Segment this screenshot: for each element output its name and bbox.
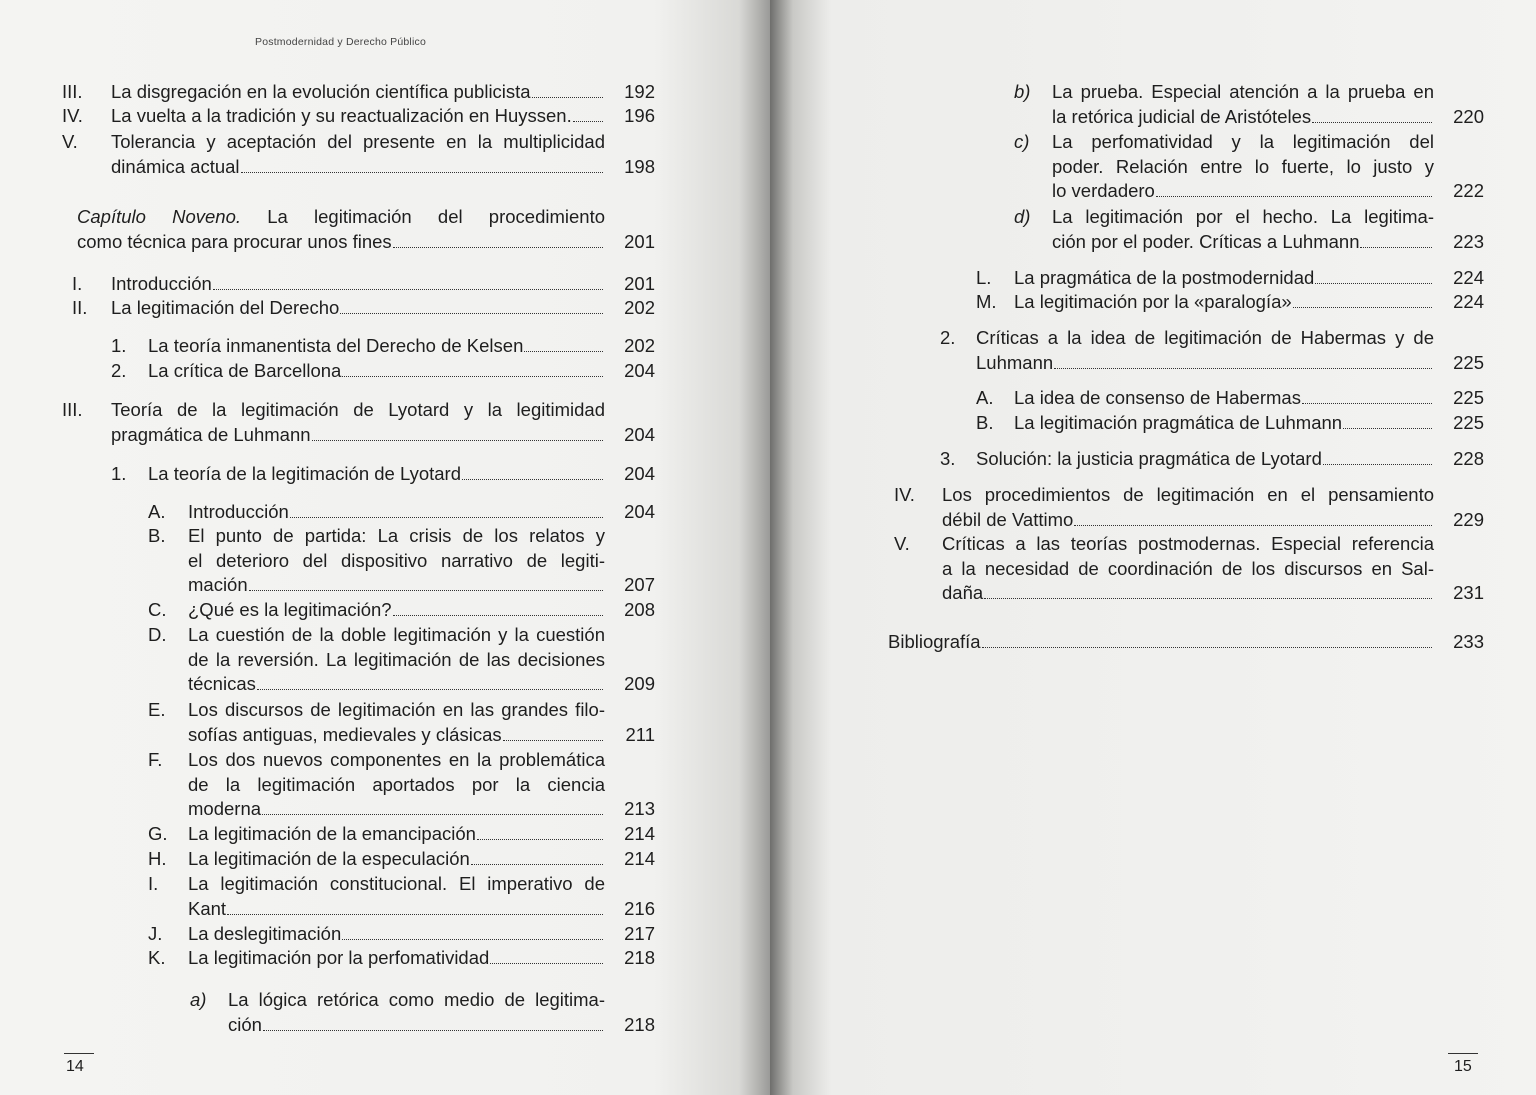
dot-leader (1302, 403, 1432, 404)
toc-entry-text: La legitimación constitucional. El imperativo de (188, 873, 605, 894)
dot-leader (340, 313, 603, 314)
toc-entry-title (1014, 411, 1434, 435)
toc-entry-text: Teoría de la legitimación de Lyotard y la legitimidad (111, 399, 605, 420)
toc-page-number: 229 (1453, 508, 1484, 530)
folio-rule (64, 1053, 94, 1054)
toc-entry-title (888, 630, 1434, 654)
toc-page-number: 220 (1453, 105, 1484, 127)
toc-page-number: 202 (624, 297, 655, 318)
toc-entry-title (1014, 290, 1434, 314)
toc-page-number: 217 (624, 923, 655, 944)
toc-page-number: 224 (1453, 267, 1484, 288)
toc-entry-number: F. (148, 749, 163, 770)
dot-leader (1343, 428, 1432, 429)
toc-entry-title (1052, 230, 1434, 254)
dot-leader (1360, 247, 1432, 248)
toc-entry-title (111, 272, 605, 296)
toc-entry-title (77, 230, 605, 254)
dot-leader (227, 914, 603, 915)
toc-entry-number: G. (148, 823, 168, 844)
toc-entry-number: L. (976, 267, 992, 288)
dot-leader (1054, 368, 1432, 369)
toc-entry-text: poder. Relación entre lo fuerte, lo justo y (1052, 155, 1434, 177)
toc-entry-title (228, 1013, 605, 1037)
toc-entry-number: B. (148, 525, 166, 546)
toc-entry-text: como técnica para procurar unos fines (77, 230, 392, 252)
toc-page-number: 222 (1453, 180, 1484, 202)
toc-entry-text: La legitimación por el hecho. La legitima- (1052, 206, 1434, 227)
toc-page-number: 208 (624, 599, 655, 620)
toc-entry-number: J. (148, 923, 163, 944)
toc-entry-text: La crítica de Barcellona (148, 360, 342, 381)
toc-entry-text: Los dos nuevos componentes en la problemática (188, 749, 605, 770)
toc-page-number: 214 (624, 823, 655, 844)
toc-entry-title (976, 351, 1434, 375)
toc-page-number: 201 (624, 230, 655, 252)
toc-entry-title (188, 723, 605, 747)
toc-entry-text: Luhmann (976, 351, 1054, 373)
toc-entry-text: Capítulo Noveno. La legitimación del procedimiento (77, 206, 606, 227)
toc-entry-number: 2. (940, 327, 956, 348)
toc-entry-text: La lógica retórica como medio de legitima- (228, 989, 605, 1010)
toc-entry-text: débil de Vattimo (942, 508, 1074, 530)
toc-page-number: 211 (625, 723, 655, 745)
toc-entry-text: Solución: la justicia pragmática de Lyotard (976, 448, 1322, 469)
toc-entry-number: C. (148, 599, 167, 620)
toc-page-number: 204 (624, 423, 655, 445)
dot-leader (462, 479, 603, 480)
toc-entry-text: La cuestión de la doble legitimación y la cuestión (188, 624, 605, 645)
dot-leader (1323, 464, 1432, 465)
toc-entry-text: técnicas (188, 673, 256, 695)
toc-entry-text: La teoría de la legitimación de Lyotard (148, 463, 461, 484)
toc-entry-text: Los procedimientos de legitimación en el pensamiento (942, 484, 1434, 505)
toc-entry-title (1014, 386, 1434, 410)
toc-entry-title (1052, 105, 1434, 129)
toc-page-number: 213 (624, 798, 655, 820)
toc-entry-text: daña (942, 582, 984, 604)
toc-page-number: 225 (1453, 387, 1484, 408)
toc-page-number: 202 (624, 335, 655, 356)
dot-leader (1312, 122, 1432, 123)
toc-page-number: 204 (624, 501, 655, 522)
toc-entry-text: Bibliografía (888, 631, 981, 652)
toc-entry-text: ción por el poder. Críticas a Luhmann (1052, 230, 1360, 252)
toc-entry-title (188, 946, 605, 970)
dot-leader (393, 247, 603, 248)
page-number: 14 (66, 1058, 84, 1075)
toc-page-number: 192 (624, 81, 655, 102)
toc-entry-text: de la legitimación aportados por la ciencia (188, 773, 605, 795)
toc-entry-number: K. (148, 947, 166, 968)
toc-entry-title (1014, 266, 1434, 290)
dot-leader (290, 517, 603, 518)
toc-page-number: 209 (624, 673, 655, 695)
toc-entry-title (188, 847, 605, 871)
toc-page-number: 201 (624, 273, 655, 294)
toc-entry-number: 1. (111, 335, 127, 356)
dot-leader (342, 376, 603, 377)
dot-leader (393, 615, 603, 616)
toc-entry-number: 1. (111, 463, 127, 484)
dot-leader (263, 1030, 603, 1031)
toc-entry-text: a la necesidad de coordinación de los discursos en Sal- (942, 557, 1434, 579)
toc-entry-text: La teoría inmanentista del Derecho de Kelsen (148, 335, 524, 356)
dot-leader (503, 740, 603, 741)
toc-entry-number: B. (976, 412, 994, 433)
toc-page-number: 218 (624, 1013, 655, 1035)
toc-entry-number: D. (148, 624, 167, 645)
toc-entry-text: La perfomatividad y la legitimación del (1052, 131, 1434, 152)
toc-entry-text: dinámica actual (111, 155, 240, 177)
toc-entry-number: 3. (940, 448, 956, 469)
toc-entry-number: A. (976, 387, 994, 408)
toc-entry-text: Críticas a las teorías postmodernas. Especial referencia (942, 533, 1434, 554)
toc-entry-text: mación (188, 574, 248, 596)
toc-entry-text: Los discursos de legitimación en las grandes filo- (188, 699, 605, 720)
toc-entry-number: b) (1014, 81, 1031, 102)
toc-entry-text: Introducción (111, 273, 212, 294)
dot-leader (984, 598, 1432, 599)
toc-entry-text: moderna (188, 798, 262, 820)
toc-entry-number: d) (1014, 206, 1031, 227)
toc-entry-title (188, 797, 605, 821)
toc-page-number: 216 (624, 897, 655, 919)
toc-entry-text: Tolerancia y aceptación del presente en la multiplicidad (111, 131, 605, 152)
toc-page-number: 225 (1453, 351, 1484, 373)
toc-entry-text: La legitimación del Derecho (111, 297, 340, 318)
dot-leader (573, 121, 603, 122)
toc-page-number: 214 (624, 848, 655, 869)
toc-entry-title (148, 334, 605, 358)
folio-rule (1448, 1053, 1478, 1054)
toc-entry-text: ción (228, 1013, 262, 1035)
toc-entry-title (1052, 179, 1434, 203)
toc-page-number: 228 (1453, 448, 1484, 469)
dot-leader (342, 939, 603, 940)
toc-entry-number: M. (976, 291, 997, 312)
toc-page-number: 224 (1453, 291, 1484, 312)
toc-page-number: 233 (1453, 631, 1484, 652)
toc-entry-text: pragmática de Luhmann (111, 423, 311, 445)
page-number: 15 (1454, 1058, 1472, 1075)
toc-entry-text: La legitimación de la emancipación (188, 823, 476, 844)
toc-entry-title (111, 155, 605, 179)
toc-entry-text: La prueba. Especial atención a la prueba en (1052, 81, 1434, 102)
toc-entry-title (942, 508, 1434, 532)
toc-page-number: 218 (624, 947, 655, 968)
toc-entry-number: A. (148, 501, 166, 522)
toc-entry-number: III. (62, 81, 83, 102)
toc-entry-title (976, 447, 1434, 471)
toc-entry-title (188, 897, 605, 921)
toc-entry-title (942, 581, 1434, 605)
toc-entry-title (188, 922, 605, 946)
dot-leader (257, 689, 603, 690)
toc-entry-text: Introducción (188, 501, 289, 522)
toc-entry-number: E. (148, 699, 166, 720)
toc-entry-title (188, 822, 605, 846)
toc-entry-title (148, 359, 605, 383)
toc-entry-number: c) (1014, 131, 1030, 152)
dot-leader (1156, 196, 1432, 197)
toc-entry-text: lo verdadero (1052, 180, 1155, 202)
toc-entry-number: I. (72, 273, 83, 294)
toc-entry-number: III. (62, 399, 83, 420)
toc-entry-number: II. (72, 297, 88, 318)
toc-entry-title (111, 296, 605, 320)
toc-entry-text: La vuelta a la tradición y su reactualización en Huyssen. (111, 105, 572, 126)
toc-entry-title (188, 573, 605, 597)
toc-entry-number: V. (894, 533, 910, 554)
toc-entry-number: I. (148, 873, 159, 894)
toc-page-number: 204 (624, 463, 655, 484)
dot-leader (524, 351, 603, 352)
toc-entry-title (188, 672, 605, 696)
dot-leader (249, 590, 603, 591)
dot-leader (312, 440, 603, 441)
toc-entry-title (148, 462, 605, 486)
toc-page-number: 198 (624, 155, 655, 177)
toc-page-number: 223 (1453, 230, 1484, 252)
right-page (770, 0, 1536, 1095)
toc-entry-text: sofías antiguas, medievales y clásicas (188, 723, 502, 745)
toc-entry-text: La legitimación de la especulación (188, 848, 470, 869)
toc-entry-number: V. (62, 131, 78, 152)
toc-entry-number: IV. (894, 484, 915, 505)
toc-page-number: 207 (624, 574, 655, 596)
dot-leader (262, 814, 603, 815)
toc-entry-text: ¿Qué es la legitimación? (188, 599, 392, 620)
toc-entry-text: La idea de consenso de Habermas (1014, 387, 1301, 408)
dot-leader (490, 963, 603, 964)
dot-leader (1293, 307, 1432, 308)
toc-entry-title (111, 80, 605, 104)
toc-page-number: 225 (1453, 412, 1484, 433)
toc-page-number: 231 (1453, 582, 1484, 604)
dot-leader (477, 839, 603, 840)
toc-entry-number: H. (148, 848, 167, 869)
toc-entry-number: 2. (111, 360, 127, 381)
toc-page-number: 204 (624, 360, 655, 381)
dot-leader (1315, 283, 1432, 284)
toc-entry-text: La legitimación por la «paralogía» (1014, 291, 1292, 312)
running-head: Postmodernidad y Derecho Público (255, 36, 426, 48)
toc-entry-title (188, 500, 605, 524)
toc-entry-text: El punto de partida: La crisis de los relatos y (188, 525, 605, 546)
toc-page-number: 196 (624, 105, 655, 126)
toc-entry-title (188, 598, 605, 622)
dot-leader (532, 97, 603, 98)
dot-leader (471, 864, 603, 865)
toc-entry-title (111, 104, 605, 128)
toc-entry-title (111, 423, 605, 447)
toc-entry-text: La legitimación pragmática de Luhmann (1014, 412, 1343, 433)
dot-leader (982, 647, 1432, 648)
toc-entry-text: La disgregación en la evolución científica publicista (111, 81, 531, 102)
dot-leader (213, 289, 603, 290)
dot-leader (241, 172, 603, 173)
toc-entry-text: de la reversión. La legitimación de las decisiones (188, 648, 605, 670)
toc-entry-text: Críticas a la idea de legitimación de Habermas y de (976, 327, 1434, 348)
toc-entry-text: La pragmática de la postmodernidad (1014, 267, 1315, 288)
toc-entry-text: el deterioro del dispositivo narrativo de legiti- (188, 549, 605, 571)
toc-entry-text: La deslegitimación (188, 923, 342, 944)
toc-entry-text: la retórica judicial de Aristóteles (1052, 105, 1312, 127)
toc-entry-text: Kant (188, 897, 227, 919)
toc-entry-number: a) (190, 989, 207, 1010)
dot-leader (1074, 525, 1432, 526)
toc-entry-number: IV. (62, 105, 83, 126)
toc-entry-text: La legitimación por la perfomatividad (188, 947, 490, 968)
